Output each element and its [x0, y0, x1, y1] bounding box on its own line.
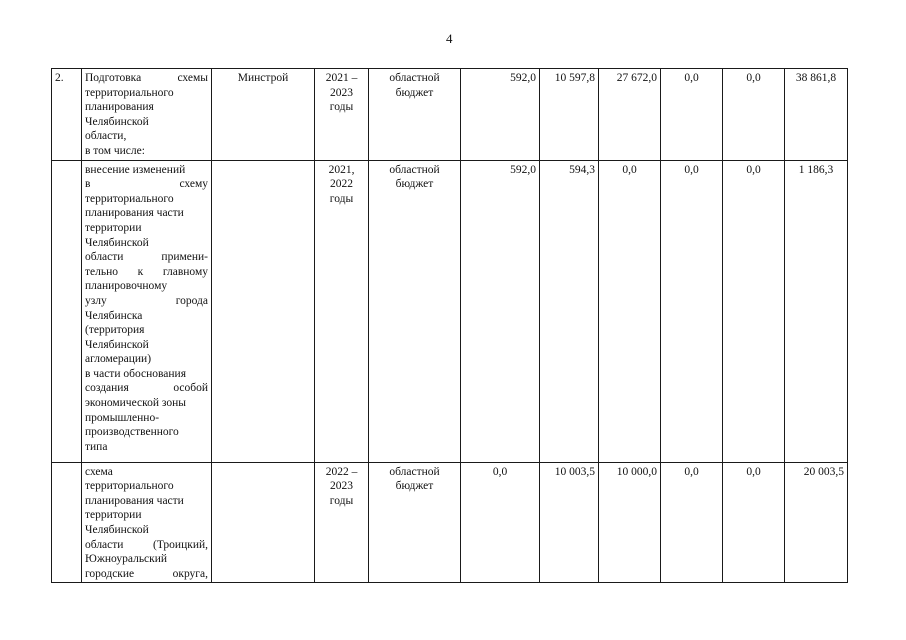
cell-value-total: 1 186,3 — [785, 160, 848, 462]
name-line: Челябинской — [85, 338, 149, 351]
name-line: внесение изменений — [85, 163, 186, 176]
cell-value-2024: 0,0 — [661, 462, 723, 583]
name-line: территориального — [85, 192, 174, 205]
name-line: промышленно- — [85, 411, 160, 424]
name-line: планировочному — [85, 280, 168, 293]
cell-value-2021: 592,0 — [461, 69, 540, 161]
years-line: годы — [329, 494, 354, 507]
years-line: 2023 — [330, 480, 353, 493]
cell-value-total: 38 861,8 — [785, 69, 848, 161]
budget-table — [51, 68, 848, 583]
cell-number — [52, 160, 82, 462]
cell-executor — [212, 462, 315, 583]
years-line: 2021, — [328, 163, 355, 176]
cell-description — [82, 69, 212, 161]
name-line: Челябинской — [85, 523, 149, 536]
years-line: 2023 — [330, 86, 353, 99]
name-line: городские округа, — [85, 567, 208, 580]
name-line: территориального — [85, 86, 174, 99]
name-line: в схему — [85, 178, 208, 191]
name-line: области, — [85, 130, 127, 143]
cell-value-2022: 594,3 — [540, 160, 599, 462]
page-number: 4 — [446, 31, 453, 46]
cell-description — [82, 462, 212, 583]
years-line: 2022 – — [325, 465, 358, 478]
cell-value-2021: 592,0 — [461, 160, 540, 462]
name-line: Челябинской — [85, 236, 149, 249]
name-line: создания особой — [85, 382, 208, 395]
cell-executor: Минстрой — [212, 69, 315, 161]
cell-funding-source — [369, 160, 461, 462]
cell-funding-source — [369, 462, 461, 583]
cell-value-2024: 0,0 — [661, 160, 723, 462]
cell-value-2025: 0,0 — [723, 462, 785, 583]
name-line: территории — [85, 509, 142, 522]
name-line: Челябинска — [85, 309, 143, 322]
name-line: области (Троицкий, — [85, 538, 208, 551]
source-line: областной — [389, 72, 440, 84]
name-line: Челябинской — [85, 115, 149, 128]
cell-years — [315, 462, 369, 583]
source-line: бюджет — [395, 178, 434, 191]
name-line: Подготовка схемы — [85, 72, 208, 84]
cell-number — [52, 462, 82, 583]
cell-years — [315, 69, 369, 161]
cell-value-2022: 10 597,8 — [540, 69, 599, 161]
name-line: Южноуральский — [85, 553, 168, 566]
name-line: в части обоснования — [85, 367, 186, 380]
table-row — [52, 462, 848, 583]
table-row — [52, 69, 848, 161]
name-line: узлу города — [85, 294, 208, 307]
name-line: типа — [85, 440, 108, 453]
cell-value-2025: 0,0 — [723, 160, 785, 462]
cell-value-total: 20 003,5 — [785, 462, 848, 583]
name-line: планирования части — [85, 207, 184, 220]
name-line: территории — [85, 221, 142, 234]
name-line: агломерации) — [85, 353, 152, 366]
cell-number: 2. — [52, 69, 82, 161]
years-line: годы — [329, 192, 354, 205]
source-line: областной — [389, 465, 440, 478]
cell-value-2023: 0,0 — [599, 160, 661, 462]
name-line: планирования части — [85, 494, 184, 507]
source-line: бюджет — [395, 86, 434, 99]
cell-value-2022: 10 003,5 — [540, 462, 599, 583]
cell-description — [82, 160, 212, 462]
table-body — [52, 69, 848, 583]
cell-funding-source — [369, 69, 461, 161]
years-line: 2022 — [330, 178, 353, 191]
name-line: производственного — [85, 426, 179, 439]
source-line: бюджет — [395, 480, 434, 493]
name-line: экономической зоны — [85, 397, 186, 410]
name-line: (территория — [85, 324, 145, 337]
years-line: годы — [329, 101, 354, 114]
name-line: схема — [85, 465, 113, 478]
source-line: областной — [389, 163, 440, 176]
cell-value-2023: 10 000,0 — [599, 462, 661, 583]
name-line: территориального — [85, 480, 174, 493]
cell-value-2024: 0,0 — [661, 69, 723, 161]
name-line: в том числе: — [85, 144, 145, 157]
name-line: тельно к главному — [85, 265, 208, 278]
name-line: области примени- — [85, 251, 208, 264]
table-row — [52, 160, 848, 462]
cell-value-2021: 0,0 — [461, 462, 540, 583]
cell-executor — [212, 160, 315, 462]
cell-years — [315, 160, 369, 462]
years-line: 2021 – — [325, 72, 358, 84]
cell-value-2025: 0,0 — [723, 69, 785, 161]
cell-value-2023: 27 672,0 — [599, 69, 661, 161]
name-line: планирования — [85, 101, 154, 114]
